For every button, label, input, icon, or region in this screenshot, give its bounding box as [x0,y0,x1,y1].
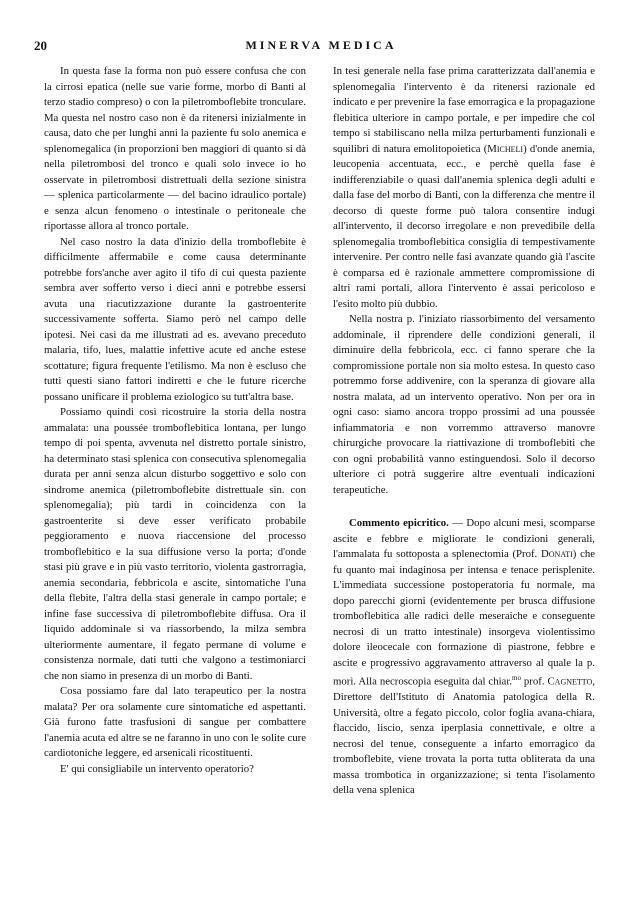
paragraph [333,64,595,312]
text-run: — Dopo alcuni mesi, scomparse ascite e febbre e migliorate le condizioni generali, l'ammalata fu sottoposta a splenectomia (Prof. [333,517,595,560]
superscript: mo [512,674,521,682]
paragraph: Nel caso nostro la data d'inizio della tromboflebite è difficilmente affermabile e come causa determinante potrebbe fors'anche aver agito il tifo di cui questa paziente sembra aver sofferto verso i dieci anni e potrebbe essersi avuta una riacutizzazione durante la gastroenterite successivamente sofferta. Siamo però nel campo delle ipotesi. Nei casi da me illustrati ad es. avevano preceduto malaria, tifo, lues, malattie infettive acute ed anche estese scottature; figura frequente l'etilismo. Ma non è escluso che tutti questi siano fattori indiretti e che le future ricerche possano unificare il problema eziologico su tutt'altra base. [44,235,306,403]
paragraph [333,516,595,799]
text-run: , Direttore dell'Istituto di Anatomia patologica della R. Università, oltre a fegato piccolo, color foglia avana-chiara, flaccido, liscio, senza iperplasia connettivale, e oltre a necrosi del tenue, conseguente a infarto emorragico da tromboflebite, viene trovata la porta tutta obliterata da una massa trombotica in organizzazione; si tenta l'isolamento della vena splenica [333,675,595,797]
text-run: ) che fu quanto mai indaginosa per intensa e tenace perisplenite. L'immediata successione postoperatoria fu normale, ma dopo parecchi giorni (evidentemente per brusca diffusione tromboflebitica alle radici delle meseraiche e conseguente necrosi di un tratto intestinale) insorgeva violentissimo dolore ileocecale con formazione di piastrone, febbre e ascite e progressivo aggravamento attraverso al quale la p. morì. Alla necroscopia eseguita dal chiar. [333,548,596,688]
page-header [34,38,608,56]
paragraph: E' qui consigliabile un intervento operatorio? [60,762,254,775]
section-gap [333,498,595,516]
author-name: Cagnetto [547,675,593,688]
paragraph: Possiamo quindi così ricostruire la storia della nostra ammalata: una poussée tromboflebitica lontana, per lungo tempo di poi spenta, avvenuta nel distretto portale sinistro, ha determinato stasi splenica con consecutiva splenomegalia durata per anni senza alcun disturbo soggettivo e solo con sindrome anemica (piletromboflebite distrettuale sin. con splenomegalia); più tardi in coincidenza con la gastroenterite si deve esser verificato probabile peggioramento e nuova riaccensione del processo tromboflebitico e la sua diffusione verso la porta; d'onde stasi più grave e in più vasto territorio, violenta gastrorragia, anemia secondaria, febbricola e ascite, sintomatiche l'una della flebite, l'altra della stasi generale in campo portale; e infine fase successiva di piletromboflebite diffusa. Ora il liquido addominale si va riassorbendo, la milza sembra ulteriormente aumentare, il fegato permane di volume e consistenza normale, dati tutti che valgono a testimoniarci che non siamo in presenza di un morbo di Banti. [44,406,306,682]
text-run: In tesi generale nella fase prima caratterizzata dall'anemia e splenomegalia l'intervento è da ritenersi razionale ed indicato e per prevenire la fase emorragica e la propagazione flebitica ulteriore in campo portale, e per impedire che col tempo si stabiliscano nella milza perturbamenti funzionali e squilibri di natura emolitopoietica ( [333,65,595,155]
text-run: prof. [520,675,548,688]
text-run: ) d'onde anemia, leucopenia accentuata, ecc., e perchè quella fase è indifferenziabile o quasi dall'anemia splenica degli adulti e dalla fase del morbo di Banti, con la differenza che mentre il decorso di queste forme può talora consentire indugi all'intervento, il decorso irregolare e non prevedibile della splenomegalia tromboflebitica consiglia di tempestivamente intervenire. Per contro nelle fasi avanzate quando già l'ascite è comparsa ed è razionale ammettere compromissione di altri rami portali, allora l'intervento è assai pericoloso e l'esito molto più dubbio. [333,142,595,310]
section-title: Commento epicritico. [349,517,449,529]
page-number: 20 [34,38,47,53]
author-name: Micheli [487,142,524,155]
right-column [333,64,595,799]
paragraph: Cosa possiamo fare dal lato terapeutico per la nostra malata? Per ora solamente cure sintomatiche ed aspettanti. Già furono fatte trasfusioni di sangue per combattere l'anemia acuta ed altre se ne faranno in uno con le solite cure cardiotoniche leggere, ed arsenicali ricostituenti. [44,685,306,759]
left-column [44,64,306,777]
author-name: Donati [541,548,573,560]
journal-title: MINERVA MEDICA [245,38,397,52]
paragraph: In questa fase la forma non può essere confusa che con la cirrosi epatica (nelle sue varie forme, morbo di Banti al terzo stadio compreso) o con la piletromboflebite tronculare. Ma questa nel nostro caso non è da ritenersi inizialmente in causa, dato che per lunghi anni la paziente fu solo anemica e splenomegalica (in proporzioni ben maggiori di quanto si dà nella piletrombosi del tronco e quali solo invece io ho osservate in piletrombosi distrettuali della sezione sinistra — splenica particolarmente — del bacino idraulico portale) e senza alcun fenomeno o intestinale o peritoneale che riportasse allora al tronco portale. [44,65,306,232]
paragraph: Nella nostra p. l'iniziato riassorbimento del versamento addominale, il riprendere delle condizioni generali, il diminuire della febbricola, ecc. ci fanno sperare che la compromissione portale non sia molto estesa. In questo caso potremmo forse addivenire, con la speranza di giovare alla nostra malata, ad un intervento operativo. Non per ora in ogni caso: siamo ancora troppo prossimi ad una poussée infiammatoria e non vorremmo attraverso manovre chirurgiche provocare la riattivazione di tromboflebiti che con ogni probabilità vanno estinguendosi. Solo il decorso ulteriore ci potrà suggerire altre eventuali indicazioni terapeutiche. [333,313,595,496]
